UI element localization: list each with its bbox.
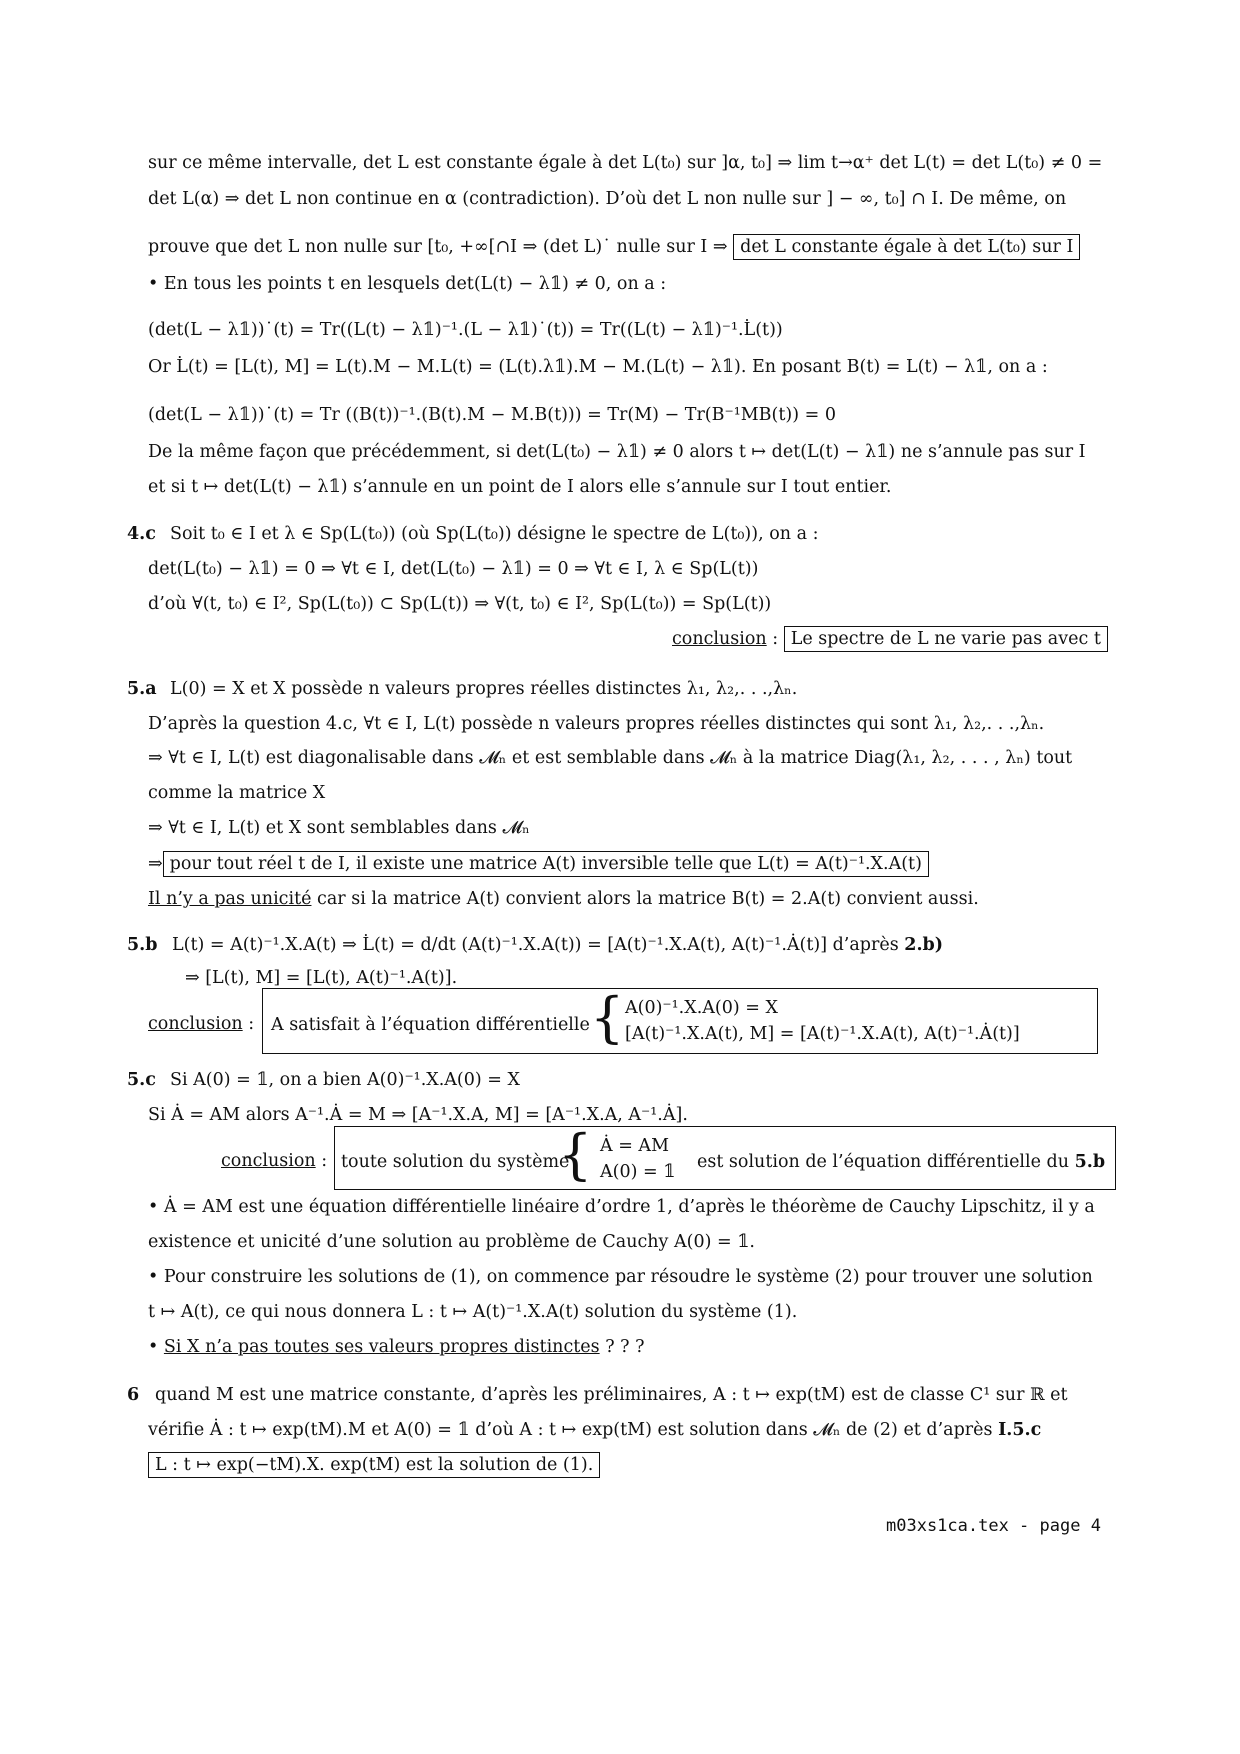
question-number: 5.a [127, 679, 157, 699]
boxed-result: L : t ↦ exp(−tM).X. exp(tM) est la solution de (1). [148, 1452, 600, 1478]
text-line: Or L̇(t) = [L(t), M] = L(t).M − M.L(t) = (L(t).λ𝟙).M − M.(L(t) − λ𝟙). En posant B(t) = L(t) − λ𝟙, on a : [148, 357, 1048, 377]
formula-line: Si Ȧ = AM alors A⁻¹.Ȧ = M ⇒ [A⁻¹.X.A, M] = [A⁻¹.X.A, A⁻¹.Ȧ]. [148, 1105, 688, 1125]
formula-line: L(t) = A(t)⁻¹.X.A(t) ⇒ L̇(t) = d/dt (A(t)⁻¹.X.A(t)) = [A(t)⁻¹.X.A(t), A(t)⁻¹.Ȧ(t)] d’après 2.b) [172, 935, 944, 955]
text-line: • Pour construire les solutions de (1), on commence par résoudre le système (2) pour trouver une solution [148, 1267, 1093, 1287]
question-number: 5.c [127, 1070, 156, 1090]
question-number: 6 [127, 1385, 140, 1405]
text-line: det L(α) ⇒ det L non continue en α (contradiction). D’où det L non nulle sur ] − ∞, t₀] ∩ I. De même, on [148, 189, 1067, 209]
formula-line: d’où ∀(t, t₀) ∈ I², Sp(L(t₀)) ⊂ Sp(L(t)) ⇒ ∀(t, t₀) ∈ I², Sp(L(t₀)) = Sp(L(t)) [148, 594, 772, 614]
text-line: t ↦ A(t), ce qui nous donnera L : t ↦ A(t)⁻¹.X.A(t) solution du système (1). [148, 1302, 798, 1322]
text-line: D’après la question 4.c, ∀t ∈ I, L(t) possède n valeurs propres réelles distinctes qui sont λ₁, λ₂,. . .,λₙ. [148, 714, 1045, 734]
formula-line: det(L(t₀) − λ𝟙) = 0 ⇒ ∀t ∈ I, det(L(t₀) − λ𝟙) = 0 ⇒ ∀t ∈ I, λ ∈ Sp(L(t)) [148, 559, 759, 579]
formula-line: (det(L − λ𝟙))˙(t) = Tr ((B(t))⁻¹.(B(t).M − M.B(t))) = Tr(M) − Tr(B⁻¹MB(t)) = 0 [148, 405, 836, 425]
text-line: ⇒ ∀t ∈ I, L(t) est diagonalisable dans 𝓜ₙ et est semblable dans 𝓜ₙ à la matrice Diag(λ₁, λ₂, . . . , λₙ) tout [148, 748, 1073, 768]
text-line: prouve que det L non nulle sur [t₀, +∞[∩I ⇒ (det L)˙ nulle sur I ⇒ det L constante égale à det L(t₀) sur I [148, 235, 1080, 259]
text-line: Si A(0) = 𝟙, on a bien A(0)⁻¹.X.A(0) = X [170, 1070, 520, 1090]
text-line: L(0) = X et X possède n valeurs propres réelles distinctes λ₁, λ₂,. . .,λₙ. [170, 679, 798, 699]
text-line: • Si X n’a pas toutes ses valeurs propres distinctes ? ? ? [148, 1337, 645, 1357]
formula-line: (det(L − λ𝟙))˙(t) = Tr((L(t) − λ𝟙)⁻¹.(L − λ𝟙)˙(t)) = Tr((L(t) − λ𝟙)⁻¹.L̇(t)) [148, 320, 783, 340]
text-line: vérifie Ȧ : t ↦ exp(tM).M et A(0) = 𝟙 d’où A : t ↦ exp(tM) est solution dans 𝓜ₙ de (2) et d’après I.5.c [148, 1420, 1042, 1440]
text-line: De la même façon que précédemment, si det(L(t₀) − λ𝟙) ≠ 0 alors t ↦ det(L(t) − λ𝟙) ne s’annule pas sur I [148, 442, 1086, 462]
boxed-result: det L constante égale à det L(t₀) sur I [733, 234, 1080, 260]
text-line: Il n’y a pas unicité car si la matrice A(t) convient alors la matrice B(t) = 2.A(t) convient aussi. [148, 889, 979, 909]
text-line: comme la matrice X [148, 783, 326, 803]
left-brace: { [558, 1123, 593, 1186]
conclusion-label: conclusion : [148, 1014, 255, 1034]
boxed-result: Le spectre de L ne varie pas avec t [784, 626, 1108, 652]
conclusion-label: conclusion : [221, 1151, 328, 1171]
conclusion-line: conclusion : Le spectre de L ne varie pas avec t [672, 627, 1108, 651]
text-line [148, 1453, 600, 1477]
left-brace: { [590, 986, 625, 1049]
question-number: 5.b [127, 935, 158, 955]
text-line: sur ce même intervalle, det L est constante égale à det L(t₀) sur ]α, t₀] ⇒ lim t→α⁺ det L(t) = det L(t₀) ≠ 0 = [148, 153, 1103, 173]
boxed-result: pour tout réel t de I, il existe une matrice A(t) inversible telle que L(t) = A(t)⁻¹.X.A(t) [163, 851, 929, 877]
text-line: • Ȧ = AM est une équation différentielle linéaire d’ordre 1, d’après le théorème de Cauchy Lipschitz, il y a [148, 1197, 1095, 1217]
formula-line: ⇒ [L(t), M] = [L(t), A(t)⁻¹.A(t)]. [185, 968, 458, 988]
boxed-system: A satisfait à l’équation différentielle { A(0)⁻¹.X.A(0) = X [A(t)⁻¹.X.A(t), M] = [A(t)⁻¹.X.A(t), A(t)⁻¹.Ȧ(t)] [262, 988, 1098, 1054]
text-line: • En tous les points t en lesquels det(L(t) − λ𝟙) ≠ 0, on a : [148, 274, 667, 294]
text-line: ⇒ pour tout réel t de I, il existe une matrice A(t) inversible telle que L(t) = A(t)⁻¹.X.A(t) [148, 852, 929, 876]
text-line: et si t ↦ det(L(t) − λ𝟙) s’annule en un point de I alors elle s’annule sur I tout entier. [148, 477, 892, 497]
text-line: ⇒ ∀t ∈ I, L(t) et X sont semblables dans 𝓜ₙ [148, 818, 530, 838]
text-line: quand M est une matrice constante, d’après les préliminaires, A : t ↦ exp(tM) est de classe C¹ sur ℝ et [155, 1385, 1068, 1405]
text-line: existence et unicité d’une solution au problème de Cauchy A(0) = 𝟙. [148, 1232, 755, 1252]
page-footer: m03xs1ca.tex - page 4 [886, 1516, 1101, 1536]
boxed-system: toute solution du système { Ȧ = AM A(0) = 𝟙 est solution de l’équation différentielle du 5.b [334, 1126, 1116, 1190]
question-number: 4.c [127, 524, 156, 544]
text-line: Soit t₀ ∈ I et λ ∈ Sp(L(t₀)) (où Sp(L(t₀)) désigne le spectre de L(t₀)), on a : [170, 524, 819, 544]
